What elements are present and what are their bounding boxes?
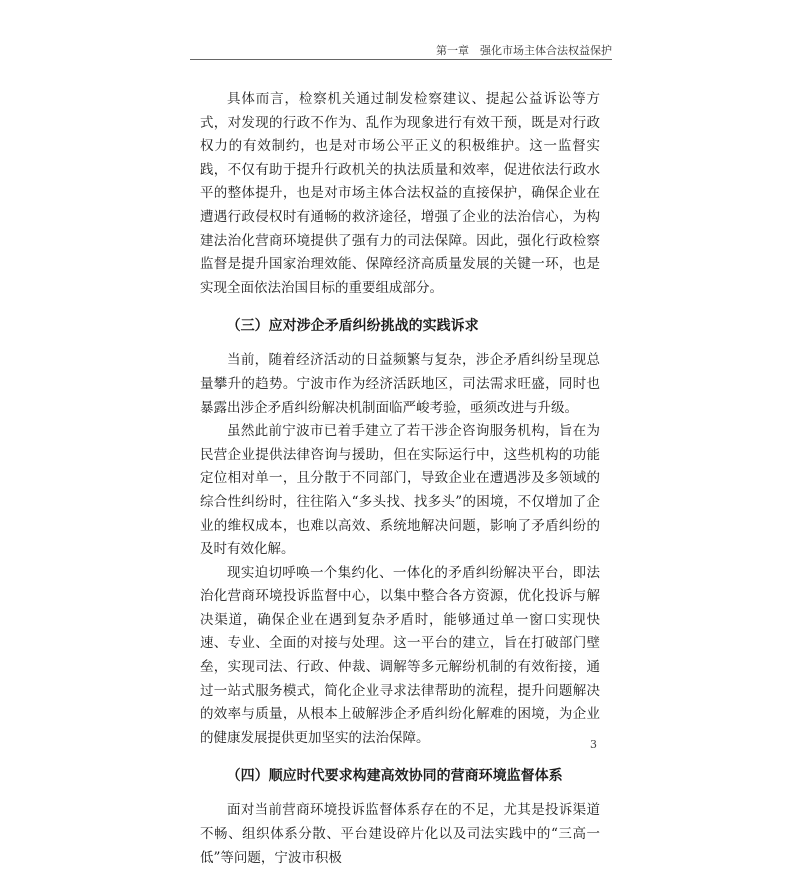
page-number: 3	[590, 738, 597, 751]
paragraph-3: 虽然此前宁波市已着手建立了若干涉企咨询服务机构，旨在为民营企业提供法律咨询与援助，但在实际运行中，这些机构的功能定位相对单一，且分散于不同部门，导致企业在遭遇涉及多领域的综合性纠纷时，往往陷入“多头找、找多头”的困境，不仅增加了企业的维权成本，也难以高效、系统地解决问题，影响了矛盾纠纷的及时有效化解。	[200, 423, 600, 558]
paragraph-1: 具体而言，检察机关通过制发检察建议、提起公益诉讼等方式，对发现的行政不作为、乱作为现象进行有效干预，既是对行政权力的有效制约，也是对市场公平正义的积极维护。这一监督实践，不仅有助于提升行政机关的执法质量和效率，促进依法行政水平的整体提升，也是对市场主体合法权益的直接保护，确保企业在遭遇行政侵权时有通畅的救济途径，增强了企业的法治信心，为构建法治化营商环境提供了强有力的司法保障。因此，强化行政检察监督是提升国家治理效能、保障经济高质量发展的关键一环，也是实现全面依法治国目标的重要组成部分。	[200, 91, 600, 296]
page-body	[200, 88, 600, 870]
paragraph-5: 面对当前营商环境投诉监督体系存在的不足，尤其是投诉渠道不畅、组织体系分散、平台建设碎片化以及司法实践中的“三高一低”等问题，宁波市积极	[200, 802, 600, 866]
section-heading-4: （四）顺应时代要求构建高效协同的营商环境监督体系	[226, 768, 563, 785]
running-header	[190, 44, 612, 60]
paragraph-2: 当前，随着经济活动的日益频繁与复杂，涉企矛盾纠纷呈现总量攀升的趋势。宁波市作为经济活跃地区，司法需求旺盛，同时也暴露出涉企矛盾纠纷解决机制面临严峻考验，亟须改进与升级。	[200, 352, 600, 416]
section-heading-3: （三）应对涉企矛盾纠纷挑战的实践诉求	[226, 318, 479, 335]
running-title: 第一章 强化市场主体合法权益保护	[436, 44, 612, 57]
paragraph-4: 现实迫切呼唤一个集约化、一体化的矛盾纠纷解决平台，即法治化营商环境投诉监督中心，以集中整合各方资源，优化投诉与解决渠道，确保企业在遇到复杂矛盾时，能够通过单一窗口实现快速、专业、全面的对接与处理。这一平台的建立，旨在打破部门壁垒，实现司法、行政、仲裁、调解等多元解纷机制的有效衔接，通过一站式服务模式，简化企业寻求法律帮助的流程，提升问题解决的效率与质量，从根本上破解涉企矛盾纠纷化解难的困境，为企业的健康发展提供更加坚实的法治保障。	[200, 564, 600, 746]
